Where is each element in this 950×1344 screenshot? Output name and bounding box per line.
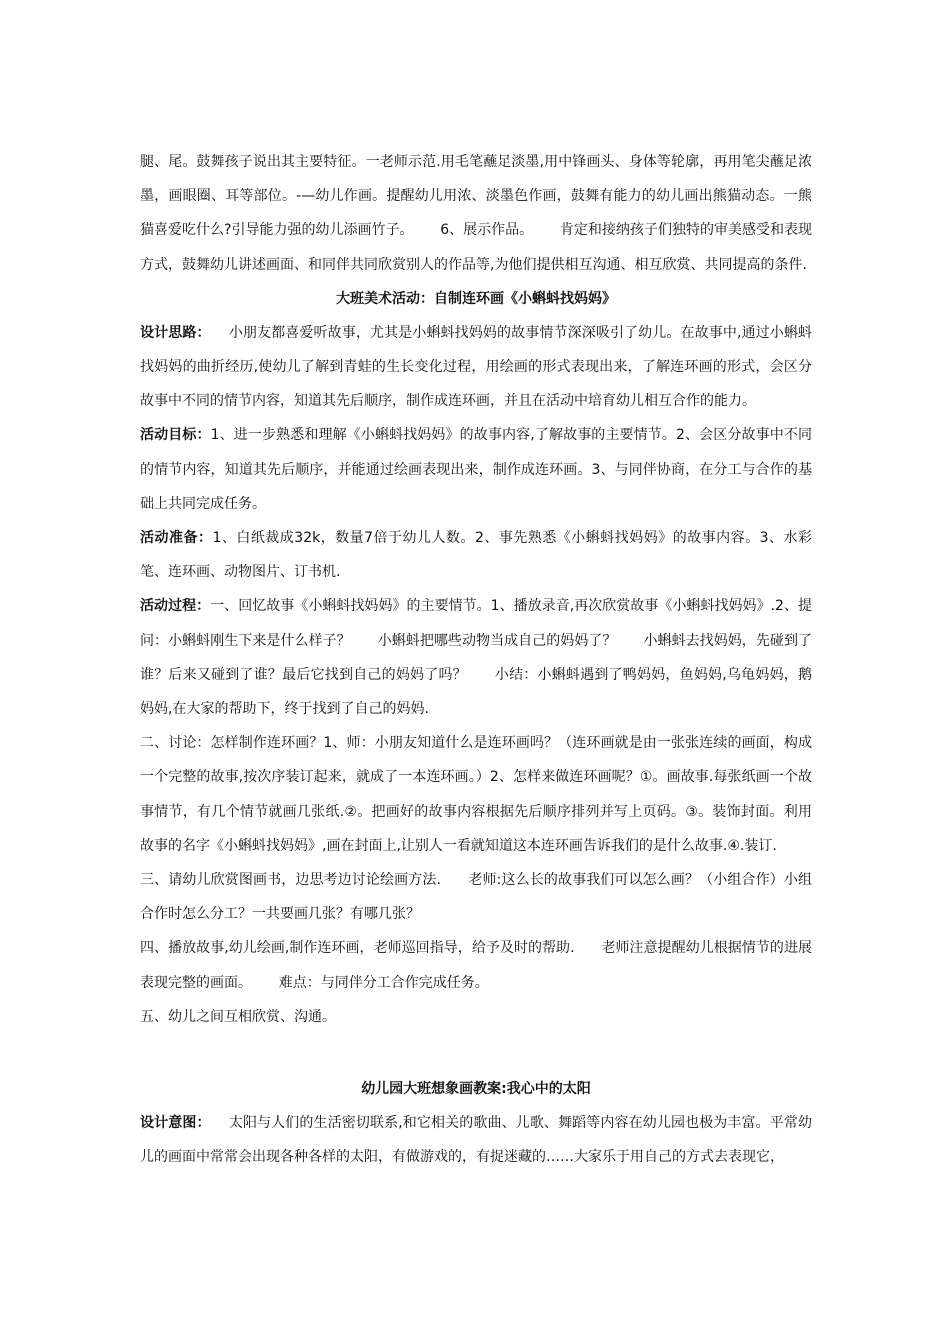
- label-activity-process: 活动过程：: [140, 598, 211, 615]
- paragraph-design-idea: [140, 316, 812, 419]
- label-design-idea: 设计思路：: [140, 324, 211, 341]
- paragraph-design-intent: [140, 1106, 812, 1174]
- document-page: [140, 145, 812, 1174]
- text-activity-prep: 1、白纸裁成32k，数量7倍于幼儿人数。2、事先熟悉《小蝌蚪找妈妈》的故事内容。3、水彩笔、连环画、动物图片、订书机.: [140, 530, 813, 581]
- paragraph-step-3: 三、请幼儿欣赏图画书，边思考边讨论绘画方法. 老师:这么长的故事我们可以怎么画？（小组合作）小组合作时怎么分工？一共要画几张？有哪几张？: [140, 872, 812, 923]
- text-design-idea: 小朋友都喜爱听故事，尤其是小蝌蚪找妈妈的故事情节深深吸引了幼儿。在故事中,通过小蝌蚪找妈妈的曲折经历,使幼儿了解到青蛙的生长变化过程，用绘画的形式表现出来，了解连环画的形式，会区分故事中不同的情节内容，知道其先后顺序，制作成连环画，并且在活动中培育幼儿相互合作的能力。: [140, 324, 813, 410]
- paragraph-step-4: 四、播放故事,幼儿绘画,制作连环画，老师巡回指导，给予及时的帮助. 老师注意提醒幼儿根据情节的进展表现完整的画面。 难点：与同伴分工合作完成任务。: [140, 940, 812, 991]
- paragraph-activity-process: [140, 589, 812, 726]
- label-activity-prep: 活动准备：: [140, 530, 213, 547]
- section-title-tadpole: 大班美术活动：自制连环画《小蝌蚪找妈妈》: [336, 290, 616, 307]
- text-activity-goal: 1、进一步熟悉和理解《小蝌蚪找妈妈》的故事内容,了解故事的主要情节。2、会区分故事中不同的情节内容，知道其先后顺序，并能通过绘画表现出来，制作成连环画。3、与同伴协商，在分工与合作的基础上共同完成任务。: [140, 427, 813, 512]
- paragraph-activity-goal: [140, 418, 812, 521]
- paragraph-step-5: 五、幼儿之间互相欣赏、沟通。: [140, 1008, 336, 1025]
- text-design-intent: 太阳与人们的生活密切联系,和它相关的歌曲、儿歌、舞蹈等内容在幼儿园也极为丰富。平常幼儿的画面中常常会出现各种各样的太阳，有做游戏的，有捉迷藏的……大家乐于用自己的方式去表现它，: [140, 1115, 813, 1166]
- label-activity-goal: 活动目标：: [140, 427, 211, 444]
- label-design-intent: 设计意图：: [140, 1115, 211, 1132]
- paragraph-intro: 腿、尾。鼓舞孩子说出其主要特征。一老师示范.用毛笔蘸足淡墨,用中锋画头、身体等轮廓，再用笔尖蘸足浓墨，画眼圈、耳等部位。-—幼儿作画。提醒幼儿用浓、淡墨色作画，鼓舞有能力的幼儿画出熊猫动态。一熊猫喜爱吃什么?引导能力强的幼儿添画竹子。 6、展示作品。 肯定和接纳孩子们独特的审美感受和表现方式，鼓舞幼儿讲述画面、和同伴共同欣赏别人的作品等,为他们提供相互沟通、相互欣赏、共同提高的条件.: [140, 154, 812, 273]
- paragraph-activity-prep: [140, 521, 812, 589]
- text-activity-process: 一、回忆故事《小蝌蚪找妈妈》的主要情节。1、播放录音,再次欣赏故事《小蝌蚪找妈妈》.2、提问：小蝌蚪刚生下来是什么样子？ 小蝌蚪把哪些动物当成自己的妈妈了？ 小蝌蚪去找妈妈，先碰到了谁？后来又碰到了谁？最后它找到自己的妈妈了吗？ 小结：小蝌蚪遇到了鸭妈妈，鱼妈妈,乌龟妈妈，鹅妈妈,在大家的帮助下，终于找到了自己的妈妈.: [140, 598, 813, 718]
- section-title-sun: 幼儿园大班想象画教案:我心中的太阳: [361, 1081, 591, 1098]
- paragraph-step-2: 二、讨论：怎样制作连环画？1、师：小朋友知道什么是连环画吗？（连环画就是由一张张连续的画面，构成一个完整的故事,按次序装订起来，就成了一本连环画。）2、怎样来做连环画呢？①。画故事.每张纸画一个故事情节，有几个情节就画几张纸.②。把画好的故事内容根据先后顺序排列并写上页码。③。装饰封面。利用故事的名字《小蝌蚪找妈妈》,画在封面上,让别人一看就知道这本连环画告诉我们的是什么故事.④.装订.: [140, 735, 812, 854]
